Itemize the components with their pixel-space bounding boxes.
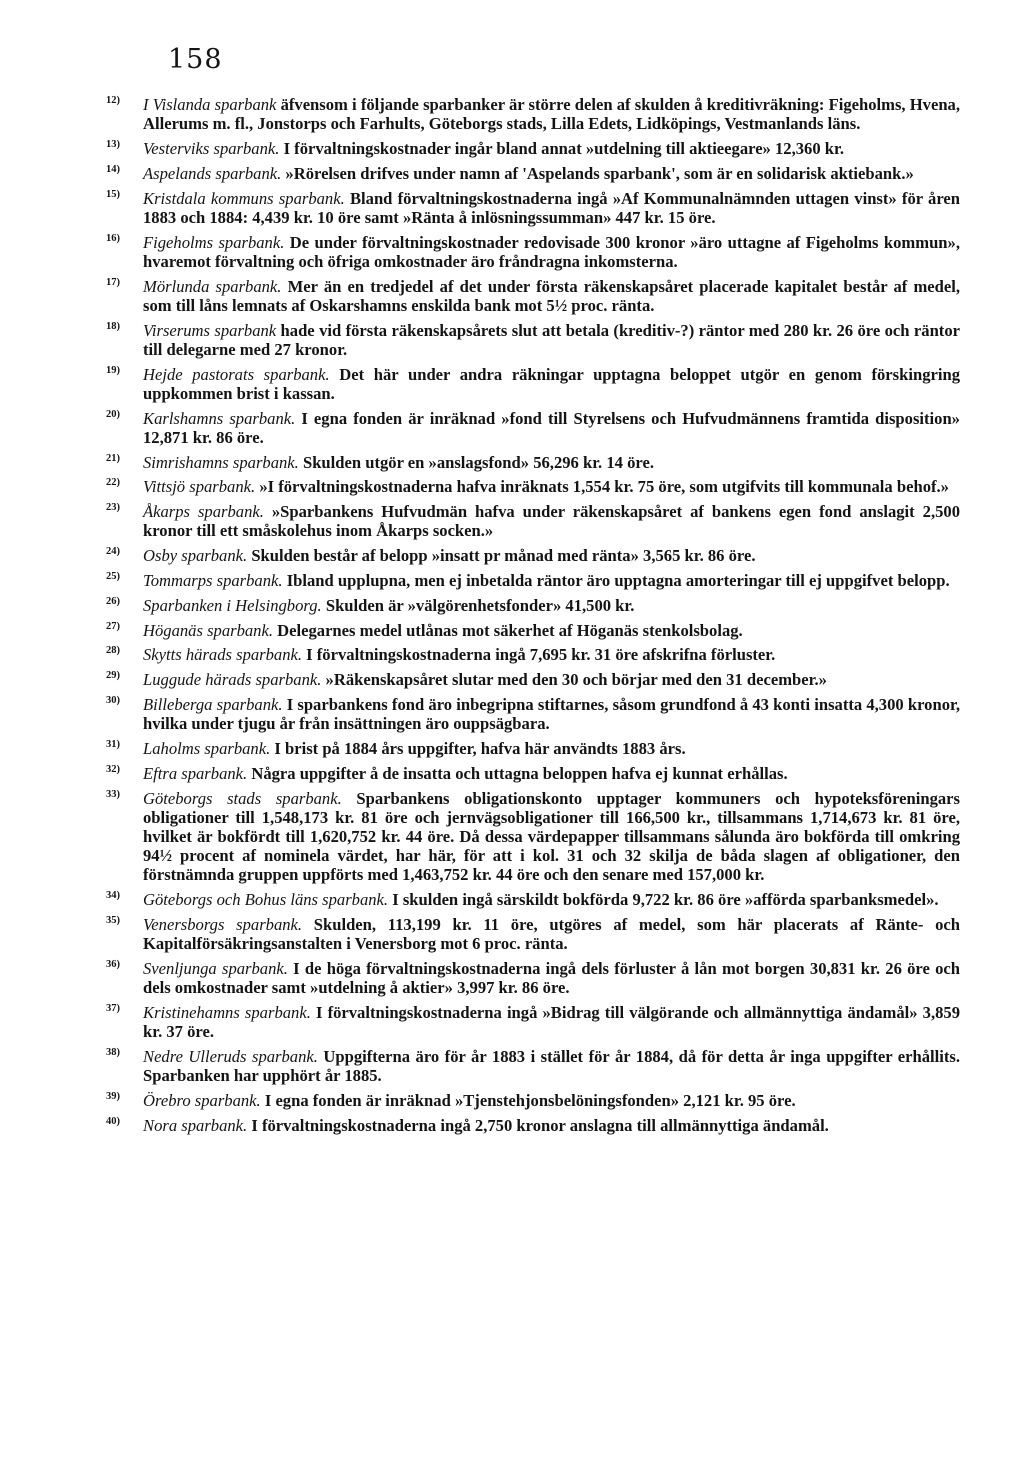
footnote-number: 30)	[106, 694, 120, 706]
footnote	[72, 502, 960, 540]
footnote-bank-name: Aspelands sparbank.	[143, 163, 282, 183]
footnote-text: »Räkenskapsåret slutar med den 30 och börjar med den 31 december.»	[321, 670, 827, 690]
footnote-number: 12)	[106, 95, 120, 106]
footnote-bank-name: Nedre Ulleruds sparbank.	[143, 1046, 318, 1066]
footnote	[72, 546, 960, 565]
footnote-text: Det här under andra räkningar upptagna beloppet utgör en genom förskingring uppkommen brist i kassan.	[143, 364, 960, 403]
footnote-text: Delegarnes medel utlånas mot säkerhet af Höganäs stenkolsbolag.	[273, 620, 743, 640]
footnote-bank-name: Virserums sparbank	[143, 320, 277, 340]
footnote-bank-name: I Vislanda sparbank	[143, 95, 277, 114]
footnote-text: I brist på 1884 års uppgifter, hafva här användts 1883 års.	[270, 738, 686, 758]
footnote	[72, 915, 960, 953]
footnote-bank-name: Tommarps sparbank.	[143, 570, 283, 590]
footnote-text: Skulden är »välgörenhetsfonder» 41,500 kr.	[321, 595, 635, 615]
footnote	[72, 670, 960, 689]
footnote-text: »Rörelsen drifves under namn af 'Aspelands sparbank', som är en solidarisk aktiebank.»	[281, 163, 914, 183]
footnote-number: 25)	[106, 570, 120, 582]
footnote-bank-name: Skytts härads sparbank.	[143, 645, 303, 665]
footnote-text: Skulden, 113,199 kr. 11 öre, utgöres af medel, som här placerats af Ränte- och Kapitalförsäkringsanstalten i Venersborg mot 6 proc. ränta.	[143, 914, 960, 954]
footnote-number: 14)	[106, 163, 120, 175]
footnote-text: Uppgifterna äro för år 1883 i stället för år 1884, då för detta år inga uppgifter erhållits. Sparbanken har upphört år 1885.	[143, 1046, 960, 1086]
footnote-text: I förvaltningskostnader ingår bland annat »utdelning till aktieegare» 12,360 kr.	[279, 139, 845, 158]
page-number: 158	[168, 44, 223, 75]
footnote-number: 13)	[106, 139, 120, 150]
footnote	[72, 477, 960, 496]
footnote	[72, 321, 960, 359]
footnote-bank-name: Kristinehamns sparbank.	[143, 1002, 311, 1022]
footnote-number: 35)	[106, 914, 120, 926]
footnote	[72, 139, 960, 158]
footnote-text: Ibland upplupna, men ej inbetalda räntor äro upptagna amorteringar till ej uppgifvet belopp.	[282, 570, 950, 590]
footnote-bank-name: Nora sparbank.	[143, 1115, 248, 1135]
footnote-bank-name: Göteborgs och Bohus läns sparbank.	[143, 890, 389, 910]
footnote-text: Skulden består af belopp »insatt pr månad med ränta» 3,565 kr. 86 öre.	[247, 546, 756, 566]
footnote	[72, 571, 960, 590]
footnote	[72, 621, 960, 640]
footnote	[72, 1003, 960, 1041]
footnote-bank-name: Örebro sparbank.	[143, 1090, 261, 1110]
footnote-number: 27)	[106, 620, 120, 632]
footnote-number: 18)	[106, 320, 120, 332]
footnote	[72, 645, 960, 664]
footnote	[72, 890, 960, 909]
footnote-bank-name: Laholms sparbank.	[143, 738, 271, 758]
footnote-text: I skulden ingå särskildt bokförda 9,722 kr. 86 öre »afförda sparbanksmedel».	[388, 890, 939, 910]
footnote-text: I förvaltningskostnaderna ingå »Bidrag till välgörande och allmännyttiga ändamål» 3,859 kr. 37 öre.	[143, 1002, 961, 1042]
footnote-bank-name: Venersborgs sparbank.	[143, 914, 303, 934]
footnote-number: 24)	[106, 546, 120, 558]
footnote-text: I de höga förvaltningskostnaderna ingå dels förluster å lån mot borgen 30,831 kr. 26 öre och dels omkostnader samt »utdelning å aktier» 3,997 kr. 86 öre.	[143, 958, 961, 998]
footnote-text: I egna fonden är inräknad »fond till Styrelsens och Hufvudmännens framtida disposition» 12,871 kr. 86 öre.	[143, 408, 960, 447]
footnote-number: 20)	[106, 408, 120, 420]
footnote	[72, 959, 960, 997]
footnote-bank-name: Hejde pastorats sparbank.	[143, 364, 330, 384]
footnote-text: De under förvaltningskostnader redovisade 300 kronor »äro uttagne af Figeholms kommun», hvaremot förvaltning och öfriga omkostnader äro fråndragna inkomsterna.	[143, 232, 960, 271]
footnote-bank-name: Vittsjö sparbank.	[143, 477, 256, 497]
footnote-text: äfvensom i följande sparbanker är större delen af skulden å kreditivräkning: Figeholms, Hvena, Allerums m. fl., Jonstorps och Farhults, Göteborgs stads, Lilla Edets, Lidköpings, Vestmanlands läns.	[143, 95, 960, 134]
footnote-bank-name: Karlshamns sparbank.	[143, 408, 296, 428]
footnote-number: 28)	[106, 645, 120, 657]
footnote-bank-name: Luggude härads sparbank.	[143, 670, 322, 690]
footnote	[72, 233, 960, 271]
footnote	[72, 365, 960, 403]
footnote-list	[72, 95, 960, 1141]
footnote-number: 16)	[106, 232, 120, 244]
footnote-number: 29)	[106, 670, 120, 682]
footnote-bank-name: Billeberga sparbank.	[143, 694, 283, 714]
footnote	[72, 789, 960, 885]
footnote	[72, 277, 960, 315]
footnote	[72, 164, 960, 183]
footnote-bank-name: Figeholms sparbank.	[143, 232, 285, 252]
footnote-text: hade vid första räkenskapsårets slut att betala (kreditiv-?) räntor med 280 kr. 26 öre och räntor till delegarne med 27 kronor.	[143, 320, 960, 359]
footnote-bank-name: Eftra sparbank.	[143, 763, 248, 783]
footnote-bank-name: Vesterviks sparbank.	[143, 139, 280, 158]
footnote-text: Skulden utgör en »anslagsfond» 56,296 kr. 14 öre.	[298, 452, 654, 472]
footnote-bank-name: Svenljunga sparbank.	[143, 958, 288, 978]
footnote-text: I egna fonden är inräknad »Tjenstehjonsbelöningsfonden» 2,121 kr. 95 öre.	[260, 1090, 796, 1110]
footnote-text: Mer än en tredjedel af det under första räkenskapsåret placerade kapitalet består af medel, som till låns lemnats af Oskarshamns enskilda bank mot 5½ proc. ränta.	[143, 276, 960, 315]
footnote	[72, 1047, 960, 1085]
footnote-bank-name: Osby sparbank.	[143, 546, 248, 566]
footnote-number: 36)	[106, 958, 120, 970]
footnote	[72, 596, 960, 615]
footnote-number: 15)	[106, 188, 120, 200]
footnote	[72, 1091, 960, 1110]
footnote-text: »I förvaltningskostnaderna hafva inräknats 1,554 kr. 75 öre, som utgifvits till kommunala behof.»	[255, 477, 949, 497]
footnote-bank-name: Simrishamns sparbank.	[143, 452, 299, 472]
footnote-number: 19)	[106, 364, 120, 376]
footnote-text: I förvaltningskostnaderna ingå 2,750 kronor anslagna till allmännyttiga ändamål.	[247, 1115, 829, 1135]
footnote-number: 37)	[106, 1002, 120, 1014]
footnote	[72, 1116, 960, 1135]
footnote-text: Bland förvaltningskostnaderna ingå »Af Kommunalnämnden uttagen vinst» för åren 1883 och 1884: 4,439 kr. 10 öre samt »Ränta å inlösningssumman» 447 kr. 15 öre.	[143, 188, 960, 227]
footnote-number: 26)	[106, 595, 120, 607]
footnote-number: 39)	[106, 1090, 120, 1102]
footnote	[72, 409, 960, 447]
footnote	[72, 189, 960, 227]
footnote-number: 23)	[106, 502, 120, 514]
footnote-text: I förvaltningskostnaderna ingå 7,695 kr. 31 öre afskrifna förluster.	[302, 645, 776, 665]
footnote-number: 17)	[106, 276, 120, 288]
footnote-number: 21)	[106, 452, 120, 464]
footnote-bank-name: Sparbanken i Helsingborg.	[143, 595, 322, 615]
footnote-number: 31)	[106, 738, 120, 750]
footnote	[72, 764, 960, 783]
footnote-number: 38)	[106, 1046, 120, 1058]
footnote-number: 22)	[106, 477, 120, 489]
footnote-number: 34)	[106, 890, 120, 902]
footnote-number: 40)	[106, 1115, 120, 1127]
footnote-number: 33)	[106, 788, 120, 800]
footnote	[72, 95, 960, 133]
footnote-bank-name: Kristdala kommuns sparbank.	[143, 188, 345, 208]
footnote	[72, 453, 960, 472]
footnote-bank-name: Göteborgs stads sparbank.	[143, 788, 342, 808]
footnote-bank-name: Mörlunda sparbank.	[143, 276, 282, 296]
footnote-text: Sparbankens obligationskonto upptager kommuners och hypoteksföreningars obligationer till 1,548,173 kr. 81 öre och jernvägsobligationer till 166,500 kr., tillsammans 1,714,673 kr. 81 öre, hvilket är bokfördt till 1,620,752 kr. 44 öre. Då dessa värdepapper tillsammans sålunda äro bokförda till omkring 94½ procent af nominela värdet, har här, för att i kol. 31 och 32 skilja de båda slagen af obligationer, den förstnämnda gruppen uppförts med 1,463,752 kr. 44 öre och den senare med 157,000 kr.	[143, 788, 960, 885]
footnote	[72, 739, 960, 758]
footnote-bank-name: Höganäs sparbank.	[143, 620, 273, 640]
footnote-text: Några uppgifter å de insatta och uttagna beloppen hafva ej kunnat erhållas.	[247, 763, 788, 783]
footnote	[72, 695, 960, 733]
footnote-number: 32)	[106, 763, 120, 775]
footnote-bank-name: Åkarps sparbank.	[143, 502, 264, 522]
footnote-text: »Sparbankens Hufvudmän hafva under räkenskapsåret af bankens egen fond anslagit 2,500 kronor till ett småskolehus inom Åkarps socken.»	[143, 502, 960, 541]
footnote-text: I sparbankens fond äro inbegripna stiftarnes, såsom grundfond å 43 konti insatta 4,300 kronor, hvilka under tjugu år från insättningen äro ouppsägbara.	[143, 694, 960, 734]
